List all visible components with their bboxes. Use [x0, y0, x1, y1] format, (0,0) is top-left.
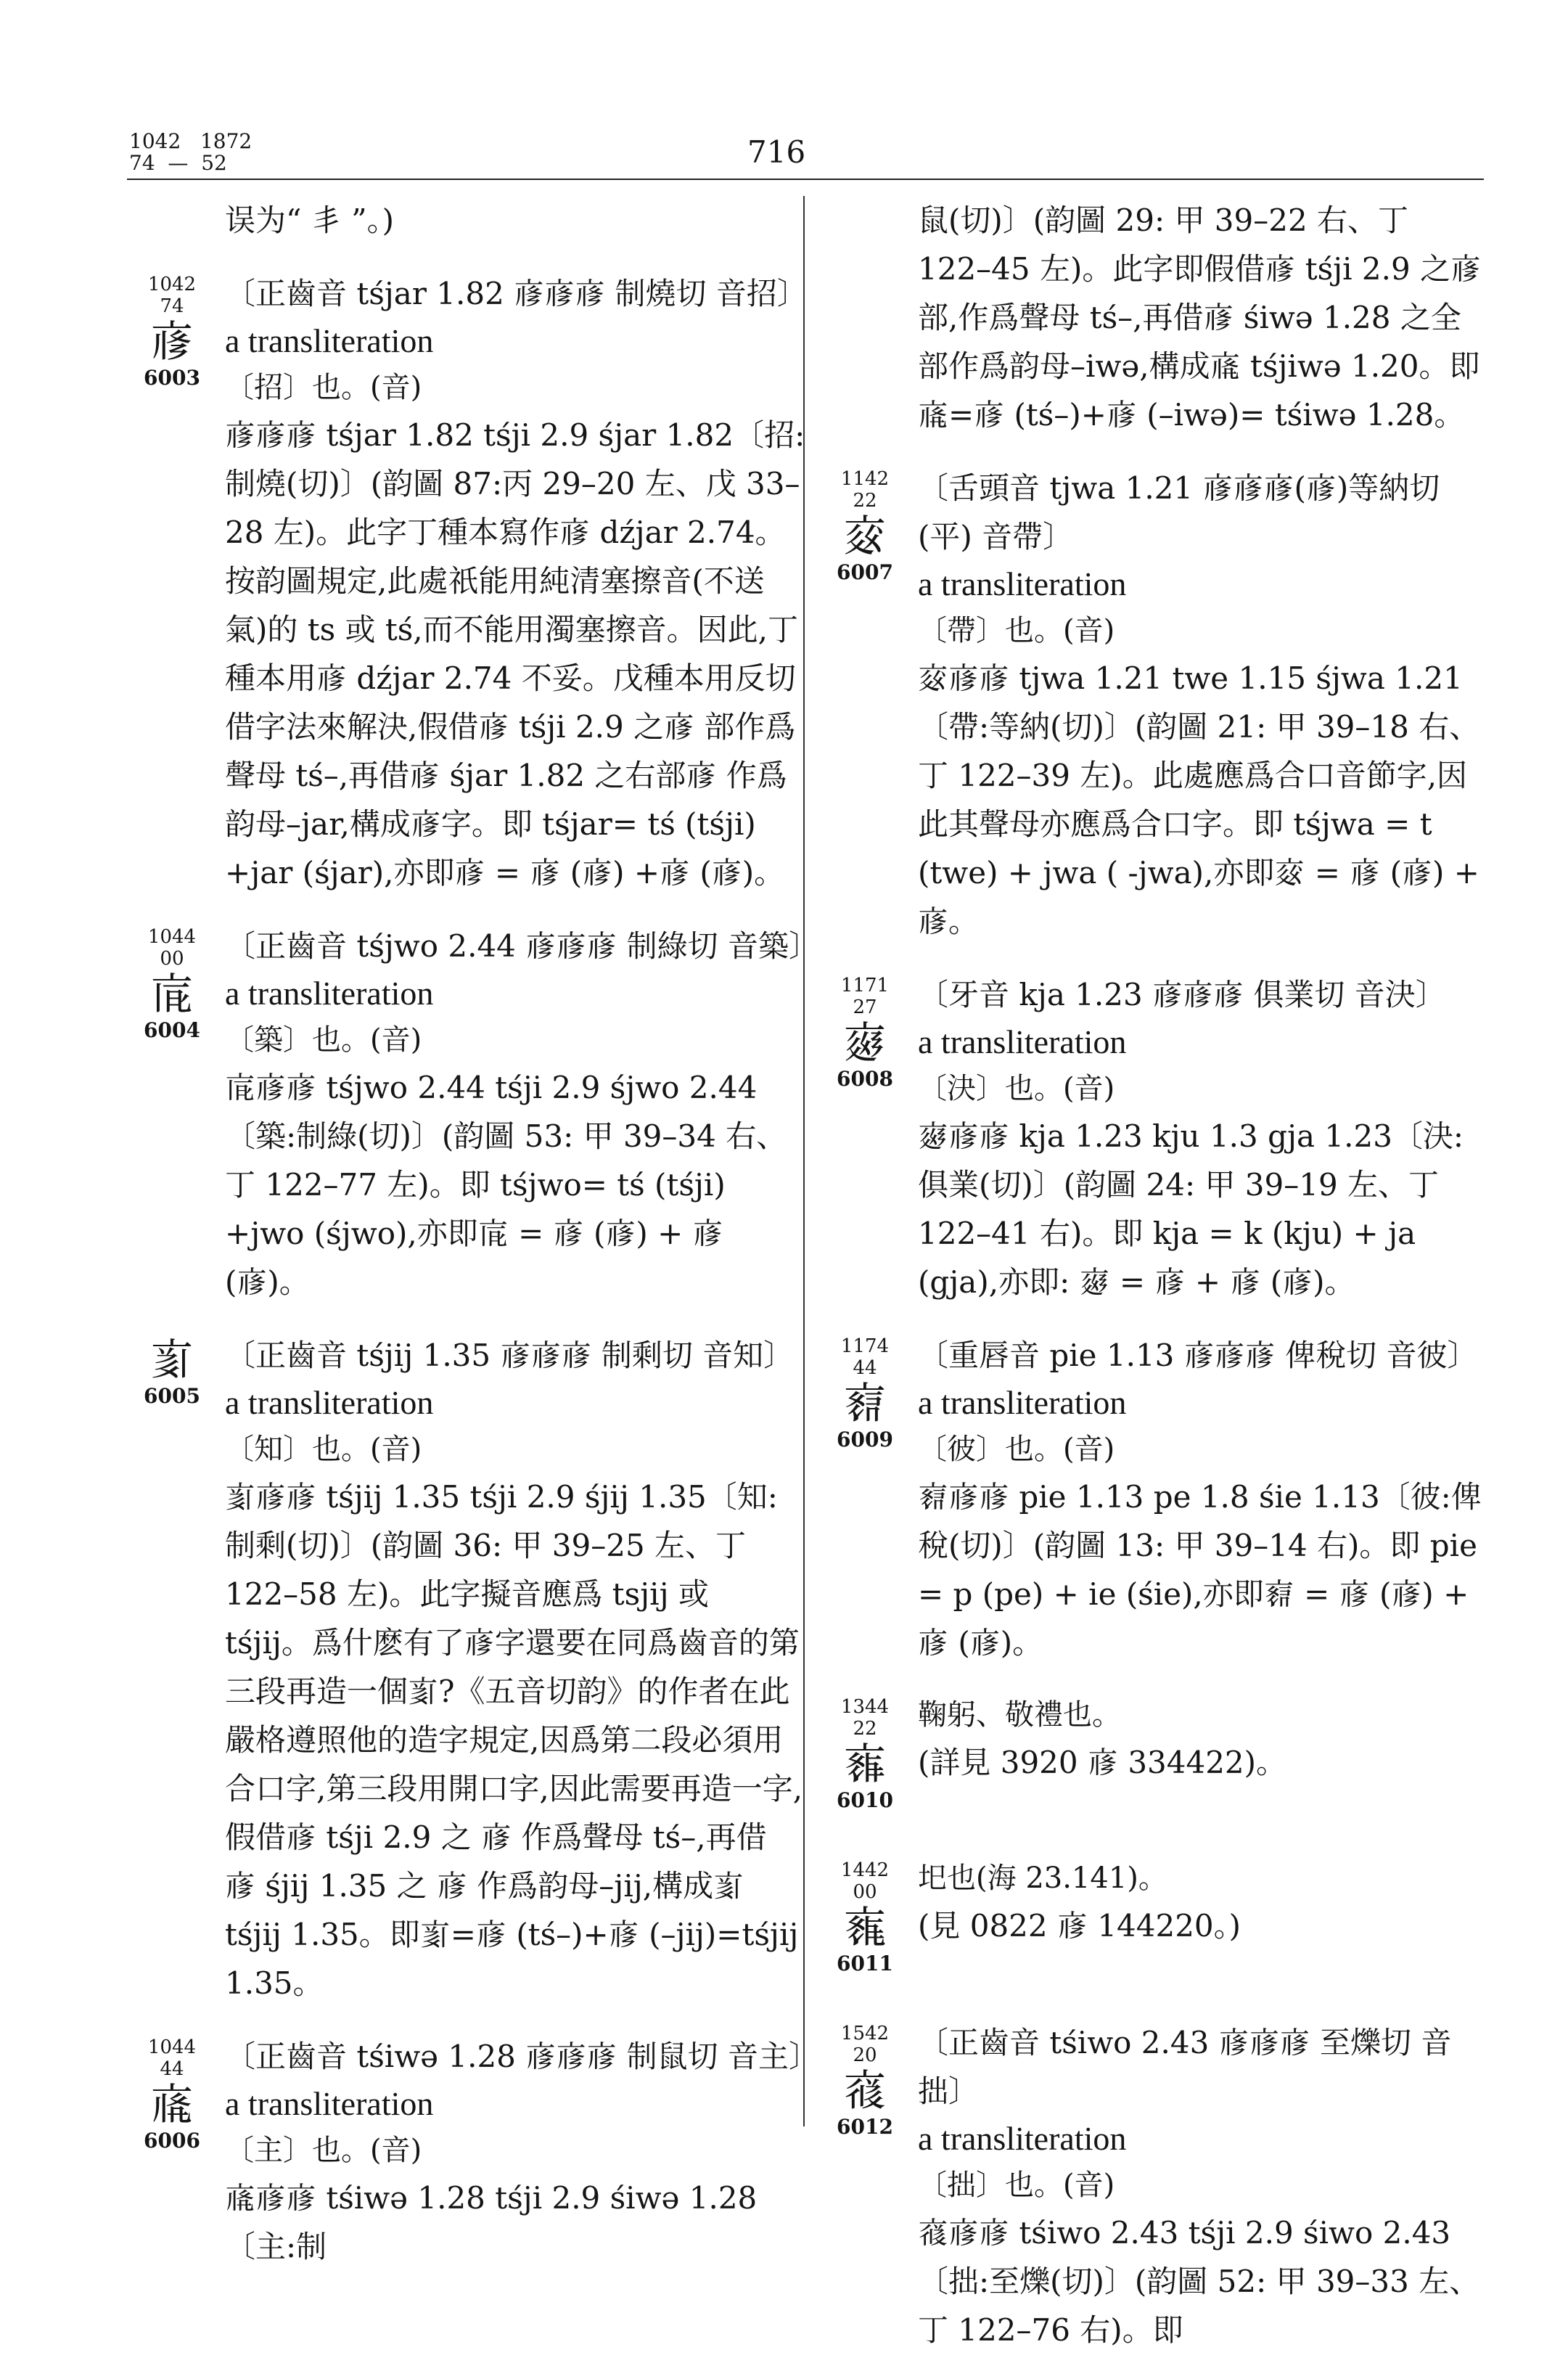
- entry-body: 𗇔𗇋𗇋 tśiwo 2.43 tśji 2.9 śiwo 2.43〔拙:至爍(切)〕(韵圖 52: 甲 39–33 左、丁 122–76 右)。即: [918, 2215, 1480, 2348]
- entry-6007: [837, 464, 1491, 946]
- entry-id: 6009: [837, 1428, 893, 1451]
- entry-glyph: 𗇌: [150, 969, 194, 1020]
- entry-heading: 〔舌頭音 tjwa 1.21 𗇋𗇋𗇋(𗇋)等納切(平) 音帶〕: [918, 470, 1440, 554]
- entry-num-bottom: 74: [160, 295, 184, 317]
- page-number: 716: [747, 134, 806, 170]
- entry-transliteration: a transliteration: [225, 975, 434, 1012]
- entry-heading: 〔重唇音 pie 1.13 𗇋𗇋𗇋 俾稅切 音彼〕: [918, 1338, 1478, 1373]
- entry-num-bottom: 00: [853, 1881, 877, 1903]
- entry-body: 𗇋𗇋𗇋 tśjar 1.82 tśji 2.9 śjar 1.82〔招:制燒(切)〕(韵圖 87:丙 29–20 左、戊 33–28 左)。此字丁種本寫作𗇋 dźjar 2.74。按韵圖規定,此處祇能用純清塞擦音(不送氣)的 ts 或 tś,而不能用濁塞擦音。因此,丁種本用𗇋 dźjar 2.74 不妥。戊種本用反切借字法來解決,假借𗇋 tśji 2.9 之𗇋 部作爲聲母 tś–,再借𗇋 śjar 1.82 之右部𗇋 作爲韵母–jar,構成𗇋字。即 tśjar= tś (tśji) +jar (śjar),亦即𗇋 = 𗇋 (𗇋) +𗇋 (𗇋)。: [225, 417, 805, 890]
- entry-definition: 〔招〕也。(音): [225, 371, 422, 404]
- entry-glyph: 𗇐: [843, 1017, 887, 1068]
- header-rule: [127, 179, 1484, 180]
- entry-gutter: [825, 1859, 905, 1975]
- entry-id: 6007: [837, 560, 893, 584]
- entry-6009: [837, 1331, 1491, 1667]
- entry-transliteration: a transliteration: [225, 1384, 434, 1421]
- entry-id: 6011: [837, 1952, 893, 1975]
- entry-heading: 〔正齒音 tśiwo 2.43 𗇋𗇋𗇋 至爍切 音拙〕: [918, 2025, 1452, 2109]
- entry-definition: 〔拙〕也。(音): [918, 2169, 1115, 2202]
- entry-num-top: 1042: [147, 274, 197, 295]
- entry-6011: [837, 1855, 1491, 1994]
- entry-heading: 〔正齒音 tśjij 1.35 𗇋𗇋𗇋 制剩切 音知〕: [225, 1338, 795, 1373]
- entry-definition: 〔帶〕也。(音): [918, 614, 1115, 647]
- entry-num-bottom: 00: [160, 948, 184, 970]
- entry-num-top: 1171: [840, 975, 890, 996]
- entry-id: 6005: [144, 1384, 200, 1408]
- left-column: [144, 196, 819, 2296]
- entry-heading: 〔正齒音 tśjar 1.82 𗇋𗇋𗇋 制燒切 音招〕: [225, 276, 808, 311]
- entry-6003: [144, 269, 808, 897]
- entry-definition: 〔彼〕也。(音): [918, 1433, 1115, 1466]
- entry-definition: 〔築〕也。(音): [225, 1023, 422, 1057]
- entry-gutter: [825, 2023, 905, 2139]
- entry-glyph: 𗇋: [150, 316, 194, 367]
- entry-body: 𗇍𗇋𗇋 tśjij 1.35 tśji 2.9 śjij 1.35〔知:制剩(切)〕(韵圖 36: 甲 39–25 左、丁 122–58 左)。此字擬音應爲 tsjij 或 tśjij。爲什麽有了𗇋字還要在同爲齒音的第三段再造一個𗇍?《五音切韵》的作者在此嚴格遵照他的造字規定,因爲第二段必須用合口字,第三段用開口字,因此需要再造一字,假借𗇋 tśji 2.9 之 𗇋 作爲聲母 tś–,再借 𗇋 śjij 1.35 之 𗇋 作爲韵母–jij,構成𗇍 tśjij 1.35。即𗇍=𗇋 (tś–)+𗇋 (–jij)=tśjij 1.35。: [225, 1479, 803, 2001]
- entry-6010: [837, 1692, 1491, 1830]
- left-continuation: 误为“ 丯 ”。): [225, 202, 395, 238]
- entry-6008: [837, 970, 1491, 1306]
- entry-transliteration: a transliteration: [918, 1023, 1127, 1060]
- right-column: [837, 196, 1491, 2379]
- entry-transliteration: a transliteration: [918, 565, 1127, 602]
- entry-definition: 〔決〕也。(音): [918, 1072, 1115, 1105]
- entry-glyph: 𗇒: [843, 1739, 887, 1790]
- entry-gutter: [825, 1335, 905, 1451]
- entry-num-bottom: 22: [853, 490, 877, 512]
- entry-glyph: 𗇑: [843, 1378, 887, 1429]
- entry-num-bottom: 44: [160, 2058, 184, 2080]
- entry-6006: [144, 2032, 819, 2271]
- entry-glyph: 𗇎: [150, 2079, 194, 2130]
- entry-num-bottom: 44: [853, 1357, 877, 1379]
- entry-body: 𗇎𗇋𗇋 tśiwə 1.28 tśji 2.9 śiwə 1.28〔主:制: [225, 2180, 758, 2264]
- entry-6004: [144, 922, 819, 1306]
- header-code-bottom: 74 — 52: [129, 151, 227, 175]
- entry-gutter: [825, 1696, 905, 1812]
- entry-definition: 〔知〕也。(音): [225, 1433, 422, 1466]
- entry-id: 6008: [837, 1067, 893, 1091]
- entry-num-top: 1174: [840, 1335, 890, 1357]
- entry-num-bottom: 20: [853, 2044, 877, 2066]
- entry-num-top: 1142: [840, 468, 890, 490]
- entry-num-top: 1344: [840, 1696, 890, 1718]
- entry-gutter: [132, 274, 212, 390]
- entry-definition: 〔主〕也。(音): [225, 2134, 422, 2167]
- header-code-top: 1042 1872: [129, 129, 253, 153]
- entry-transliteration: a transliteration: [918, 2120, 1127, 2157]
- entry-6005: [144, 1331, 805, 2007]
- entry-body: 𗇌𗇋𗇋 tśjwo 2.44 tśji 2.9 śjwo 2.44〔築:制綠(切)〕(韵圖 53: 甲 39–34 右、丁 122–77 左)。即 tśjwo= tś (tśji) +jwo (śjwo),亦即𗇌 = 𗇋 (𗇋) + 𗇋 (𗇋)。: [225, 1070, 787, 1300]
- entry-body: 𗇐𗇋𗇋 kja 1.23 kju 1.3 gja 1.23〔決:俱業(切)〕(韵圖 24: 甲 39–19 左、丁 122–41 右)。即 kja = k (kju) + ja (gja),亦即: 𗇐 = 𗇋 + 𗇋 (𗇋)。: [918, 1118, 1464, 1300]
- entry-body: (詳見 3920 𗇋 334422)。: [918, 1745, 1287, 1780]
- entry-glyph: 𗇍: [150, 1335, 194, 1385]
- entry-id: 6010: [837, 1788, 893, 1812]
- entry-definition: 圯也(海 23.141)。: [918, 1862, 1167, 1895]
- entry-definition: 鞠躬、敬禮也。: [918, 1698, 1121, 1732]
- entry-body: 𗇏𗇋𗇋 tjwa 1.21 twe 1.15 śjwa 1.21〔帶:等納(切)〕(韵圖 21: 甲 39–18 右、丁 122–39 左)。此處應爲合口音節字,因此其聲母亦應爲合口字。即 tśjwa = t (twe) + jwa ( -jwa),亦即𗇏 = 𗇋 (𗇋) + 𗇋。: [918, 660, 1480, 939]
- entry-glyph: 𗇓: [843, 1902, 887, 1953]
- entry-num-bottom: 22: [853, 1718, 877, 1740]
- entry-transliteration: a transliteration: [225, 322, 434, 359]
- entry-gutter: [132, 2036, 212, 2153]
- entry-gutter: [132, 926, 212, 1042]
- entry-body: 𗇑𗇋𗇋 pie 1.13 pe 1.8 śie 1.13〔彼:俾稅(切)〕(韵圖 13: 甲 39–14 右)。即 pie = p (pe) + ie (śie),亦即𗇑 = 𗇋 (𗇋) + 𗇋 (𗇋)。: [918, 1479, 1482, 1661]
- entry-num-top: 1044: [147, 2036, 197, 2058]
- entry-transliteration: a transliteration: [918, 1384, 1127, 1421]
- entry-heading: 〔正齒音 tśiwə 1.28 𗇋𗇋𗇋 制鼠切 音主〕: [225, 2039, 819, 2074]
- entry-glyph: 𗇔: [843, 2065, 887, 2116]
- entry-gutter: [825, 975, 905, 1091]
- entry-transliteration: a transliteration: [225, 2085, 434, 2122]
- entry-body: (見 0822 𗇋 144220。): [918, 1908, 1241, 1944]
- entry-num-top: 1542: [840, 2023, 890, 2044]
- entry-id: 6004: [144, 1018, 200, 1042]
- entry-glyph: 𗇏: [843, 511, 887, 562]
- entry-heading: 〔牙音 kja 1.23 𗇋𗇋𗇋 俱業切 音決〕: [918, 977, 1446, 1012]
- entry-num-bottom: 27: [853, 996, 877, 1018]
- entry-gutter: [825, 468, 905, 584]
- entry-id: 6012: [837, 2115, 893, 2139]
- entry-heading: 〔正齒音 tśjwo 2.44 𗇋𗇋𗇋 制綠切 音築〕: [225, 928, 819, 964]
- entry-num-top: 1044: [147, 926, 197, 948]
- entry-id: 6003: [144, 366, 200, 390]
- entry-num-top: 1442: [840, 1859, 890, 1881]
- entry-id: 6006: [144, 2129, 200, 2153]
- entry-6012: [837, 2018, 1491, 2354]
- right-continuation: 鼠(切)〕(韵圖 29: 甲 39–22 右、丁 122–45 左)。此字即假借𗇋 tśji 2.9 之𗇋 部,作爲聲母 tś–,再借𗇋 śiwə 1.28 之全部作爲韵母–iwə,構成𗇎 tśjiwə 1.20。即𗇎=𗇋 (tś–)+𗇋 (–iwə)= tśiwə 1.28。: [918, 202, 1482, 433]
- entry-gutter: [132, 1335, 212, 1408]
